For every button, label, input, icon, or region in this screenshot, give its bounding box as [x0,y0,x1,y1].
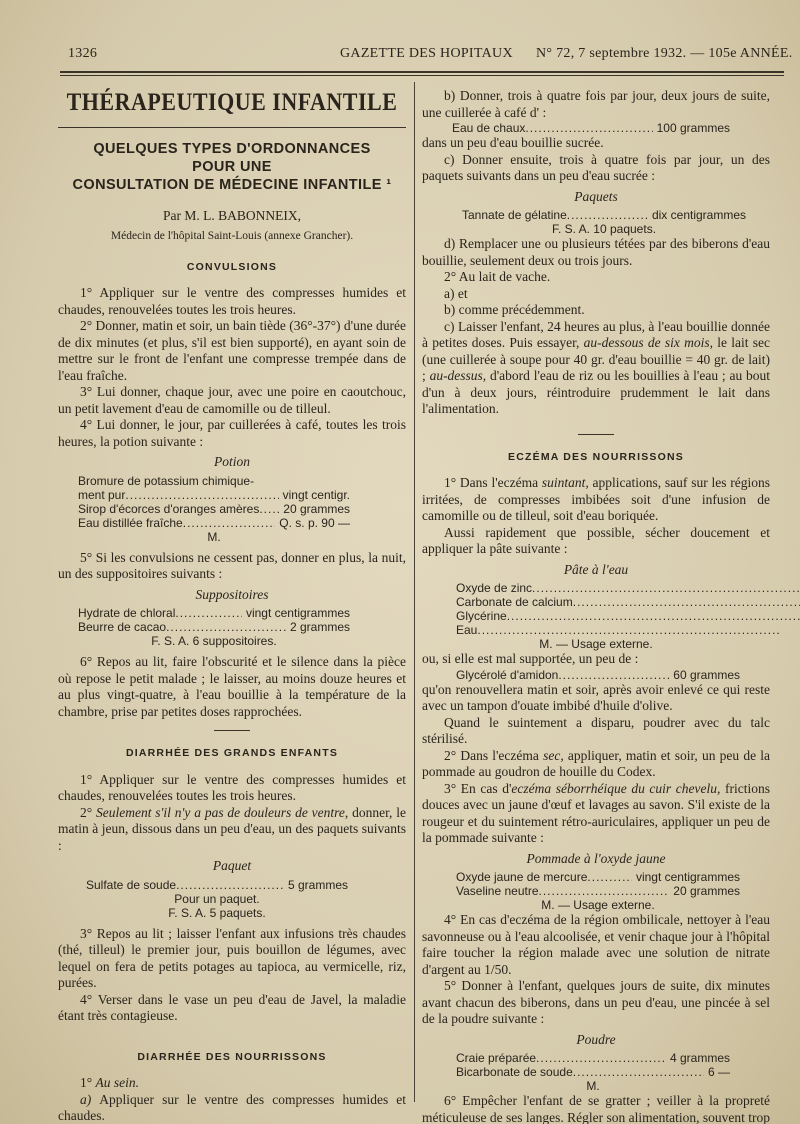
text: frictions douces avec un jaune d'œuf et lavages au savon. S'il existe de la rougeur et du suintement rétro-auriculaires, appliquer un peu de la pommade suivante : [422,780,770,845]
formula-line [452,121,730,135]
formula-pommade [422,870,770,912]
article-title-line: POUR UNE [192,158,272,175]
formula-pate [422,581,770,637]
paragraph: 6° Repos au lit, faire l'obscurité et le silence dans la pièce où repose le petit malade ; le laisser, au moins douze heures et au plus vingt-quatre, à l'eau bouillie à la température de la chambre, prise par petites doses rapprochées. [58,654,406,719]
paragraph: 4° Lui donner, le jour, par cuillerées à café, toutes les trois heures, la potion suivante : [58,417,406,449]
paragraph: c) Donner ensuite, trois à quatre fois par jour, un des paquets suivants dans un peu d'eau sucrée : [422,151,770,183]
formula-fsa: F. S. A. 5 paquets. [168,905,266,920]
section-heading: CONVULSIONS [186,260,278,273]
formula-title: Paquet [212,858,252,873]
affiliation: Médecin de l'hôpital Saint-Louis (annexe Grancher). [110,230,354,242]
separator [214,730,250,731]
text: d'abord l'eau de riz ou les bouillies à l'eau ; au bout d'un à deux jours, réintroduire prudemment le lait dans l'alimentation. [422,368,770,416]
formula-chaux [422,121,770,135]
paragraph: 4° En cas d'eczéma de la région ombilicale, nettoyer à l'eau savonneuse ou à l'eau alcoolisée, et venir chaque jour à l'hôpital faire toucher la région malade avec une solution de nitrate d'argent au 1/50. [422,912,770,977]
paragraph: ou, si elle est mal supportée, un peu de : [422,651,639,666]
article-title-line: QUELQUES TYPES D'ORDONNANCES [93,140,371,157]
text: 2° Dans l'eczéma [444,747,544,763]
paragraph: 5° Si les convulsions ne cessent pas, donner en plus, la nuit, un des suppositoires suivants : [58,549,406,581]
paragraph: Quand le suintement a disparu, poudrer avec du talc stérilisé. [422,714,770,746]
ingredient: Eau distillée fraîche [78,515,183,530]
italic-text: a) [80,1091,100,1107]
article-title [58,140,406,194]
text: le lait sec (une cuillerée à soupe pour 40 gr. d'eau bouillie = 40 gr. de lait) ; [422,335,770,383]
quantity: 100 grammes [656,121,730,135]
paragraph [58,1075,406,1092]
formula-glycerole [422,668,770,682]
text: 1° Dans l'eczéma [444,475,542,490]
quantity: 60 grammes [673,667,740,682]
journal-title: GAZETTE DES HOPITAUX [340,46,513,61]
formula-line [78,502,350,516]
paragraph [422,319,770,418]
text: Appliquer sur le ventre des compresses humides et chaudes. [58,1091,406,1123]
ingredient: Oxyde jaune de mercure [456,870,588,884]
page-number: 1326 [68,46,98,61]
left-column [58,88,406,1124]
section-heading: ECZÉMA DES NOURRISSONS [508,450,684,463]
text: 2° [80,804,96,820]
formula-fsa: F. S. A. 6 suppositoires. [151,634,277,648]
ingredient: Beurre de cacao [78,620,167,634]
italic-text: Au sein. [95,1075,140,1090]
formula-items [456,581,800,637]
paragraph: Aussi rapidement que possible, sécher doucement et appliquer la pâte suivante : [422,524,770,556]
separator [578,434,614,435]
italic-text: eczéma séborrhéique du cuir chevelu, [511,780,721,796]
ingredient: Vaseline neutre [456,884,539,898]
column-divider [414,82,415,1102]
article-title-line: CONSULTATION DE MÉDECINE INFANTILE ¹ [72,176,392,193]
formula-line [456,870,740,884]
paragraph: 6° Empêcher l'enfant de se gratter ; veiller à la propreté méticuleuse de ses langes. Régler son alimentation, souvent trop [422,1093,770,1124]
header-rule [60,71,784,73]
ingredient: Tannate de gélatine [462,208,567,222]
quantity: 20 grammes [283,501,350,516]
formula-m: M. — Usage externe. [541,898,655,912]
formula-line [456,581,800,595]
formula-poudre [422,1051,770,1093]
formula-line [78,606,350,620]
text: c) Laisser l'enfant, 24 heures au plus, à l'eau bouillie donnée à petites doses. Puis essayer, [422,318,770,350]
quantity: vingt centigrammes [245,606,350,620]
formula-m: M. [586,1079,600,1093]
ingredient: Oxyde de zinc [456,581,533,595]
formula-title: Pommade à l'oxyde jaune [526,850,666,866]
formula-potion [58,474,406,544]
ingredient: Bicarbonate de soude [456,1065,573,1079]
header-rule-thin [60,75,784,76]
paragraph: 1° Appliquer sur le ventre des compresses humides et chaudes, renouvelées toutes les trois heures. [58,285,406,317]
formula-m: M. [207,529,221,544]
text: 3° En cas d' [444,780,512,796]
paragraph: a) et [444,285,468,301]
formula-line [86,878,348,892]
italic-text: Seulement s'il n'y a pas de douleurs de ventre [95,804,345,820]
section-title: THÉRAPEUTIQUE INFANTILE [66,87,398,116]
formula-line [456,623,800,637]
quantity: 2 grammes [289,620,350,634]
formula-line [78,488,350,502]
section-heading: DIARRHÉE DES NOURRISSONS [137,1050,327,1063]
issue-info: N° 72, 7 septembre 1932. — 105e ANNÉE. [536,46,793,61]
paragraph [58,1092,406,1124]
italic-text: au-dessus, [429,368,487,383]
quantity: 20 grammes [673,884,740,898]
formula-title: Paquets [574,188,618,204]
formula-line [456,595,800,609]
text: , donner, le matin à jeun, dissous dans un peu d'eau, un des paquets suivants : [58,804,406,853]
section-heading: DIARRHÉE DES GRANDS ENFANTS [125,747,339,759]
ingredient: Sirop d'écorces d'oranges amères [78,501,260,516]
quantity: 6 — [707,1065,730,1079]
formula-line [456,1065,730,1079]
formula-title: Pâte à l'eau [563,561,629,577]
text: appliquer, matin et soir, un peu de la pommade au goudron de houille du Codex. [422,747,770,779]
paragraph: 3° Repos au lit ; laisser l'enfant aux infusions très chaudes (thé, tilleul) le premier jour, puis bouillon de légumes, avec lequel on fera de petits potages au tapioca, au vermicelle, riz, purées. [58,925,406,990]
paragraph: 5° Donner à l'enfant, quelques jours de suite, dix minutes avant chacun des biberons, dans un peu d'eau, une pincée à sel de la poudre suivante : [422,978,770,1026]
text: 1° [80,1075,96,1090]
paragraph: d) Remplacer une ou plusieurs tétées par des biberons d'eau bouillie, seulement deux ou trois jours. [422,236,770,268]
paragraph [58,805,406,855]
formula-line: Pour un paquet. [174,891,260,906]
ingredient: Sulfate de soude [86,877,177,892]
paragraph [422,475,770,525]
quantity: 4 grammes [669,1051,730,1065]
formula-suppositoires [58,606,406,648]
formula-line [78,620,350,634]
formula-title: Potion [214,454,250,469]
formula-line [462,208,746,222]
right-column [422,88,770,1124]
formula-line [456,1051,730,1065]
ingredient: Carbonate de calcium [456,595,573,609]
paragraph: 1° Appliquer sur le ventre des compresses humides et chaudes, renouvelées toutes les trois heures. [58,771,406,803]
italic-text: sec, [543,747,564,763]
ingredient: Eau de chaux [452,121,526,135]
quantity: 5 grammes [287,877,348,892]
paragraph [422,781,770,847]
italic-text: suintant, [541,475,589,490]
title-rule [58,127,406,128]
ingredient: Craie préparée [456,1051,537,1065]
quantity: vingt centigrammes [635,870,740,884]
formula-fsa: F. S. A. 10 paquets. [551,222,657,236]
formula-line [78,474,350,488]
formula-line [456,884,740,898]
paragraph: 2° Au lait de vache. [444,269,551,284]
ingredient: Eau [456,623,478,637]
paragraph: qu'on renouvellera matin et soir, après avoir enlevé ce qui reste avec un tampon d'ouate imbibé d'huile d'olive. [422,681,770,713]
paragraph: 4° Verser dans le vase un peu d'eau de Javel, la maladie étant très contagieuse. [58,991,406,1023]
paragraph: b) Donner, trois à quatre fois par jour, deux jours de suite, une cuillerée à café d' : [422,88,770,120]
quantity: dix centigrammes [651,208,746,222]
paragraph [422,748,770,781]
text: applications, sauf sur les régions irritées, de compresses imbibées soit d'une infusion de camomille ou de tilleul, soit d'eau boriquée. [422,475,770,523]
author: Par M. L. BABONNEIX, [163,207,301,223]
ingredient: ment pur [78,487,126,502]
ingredient: Hydrate de chloral [78,606,176,620]
page-header [68,46,793,68]
paragraph: 2° Donner, matin et soir, un bain tiède (36°-37°) d'une durée de dix minutes (et plus, s'il est bien supporté), en ayant soin de mettre sur le front de l'enfant une compresse trempée dans de l'eau fraîche. [58,318,406,383]
formula-line [78,516,350,530]
italic-text: au-dessous de six mois, [583,335,714,350]
paragraph: 3° Lui donner, chaque jour, avec une poire en caoutchouc, un petit lavement d'eau de camomille ou de tilleul. [58,384,406,416]
formula-title: Poudre [576,1031,616,1047]
paragraph: b) comme précédemment. [444,302,585,317]
quantity: vingt centigr. [282,487,350,502]
formula-title: Suppositoires [195,586,269,602]
formula-line [456,668,740,682]
paragraph: dans un peu d'eau bouillie sucrée. [422,135,604,150]
ingredient: Glycérolé d'amidon [456,667,559,682]
formula-paquet [58,878,406,920]
ingredient: Glycérine [456,609,507,623]
formula-paquets [422,208,770,236]
ingredient: Bromure de potassium chimique- [78,473,255,488]
quantity: Q. s. p. 90 — [279,515,350,530]
formula-m: M. — Usage externe. [539,637,653,651]
formula-line [456,609,800,623]
